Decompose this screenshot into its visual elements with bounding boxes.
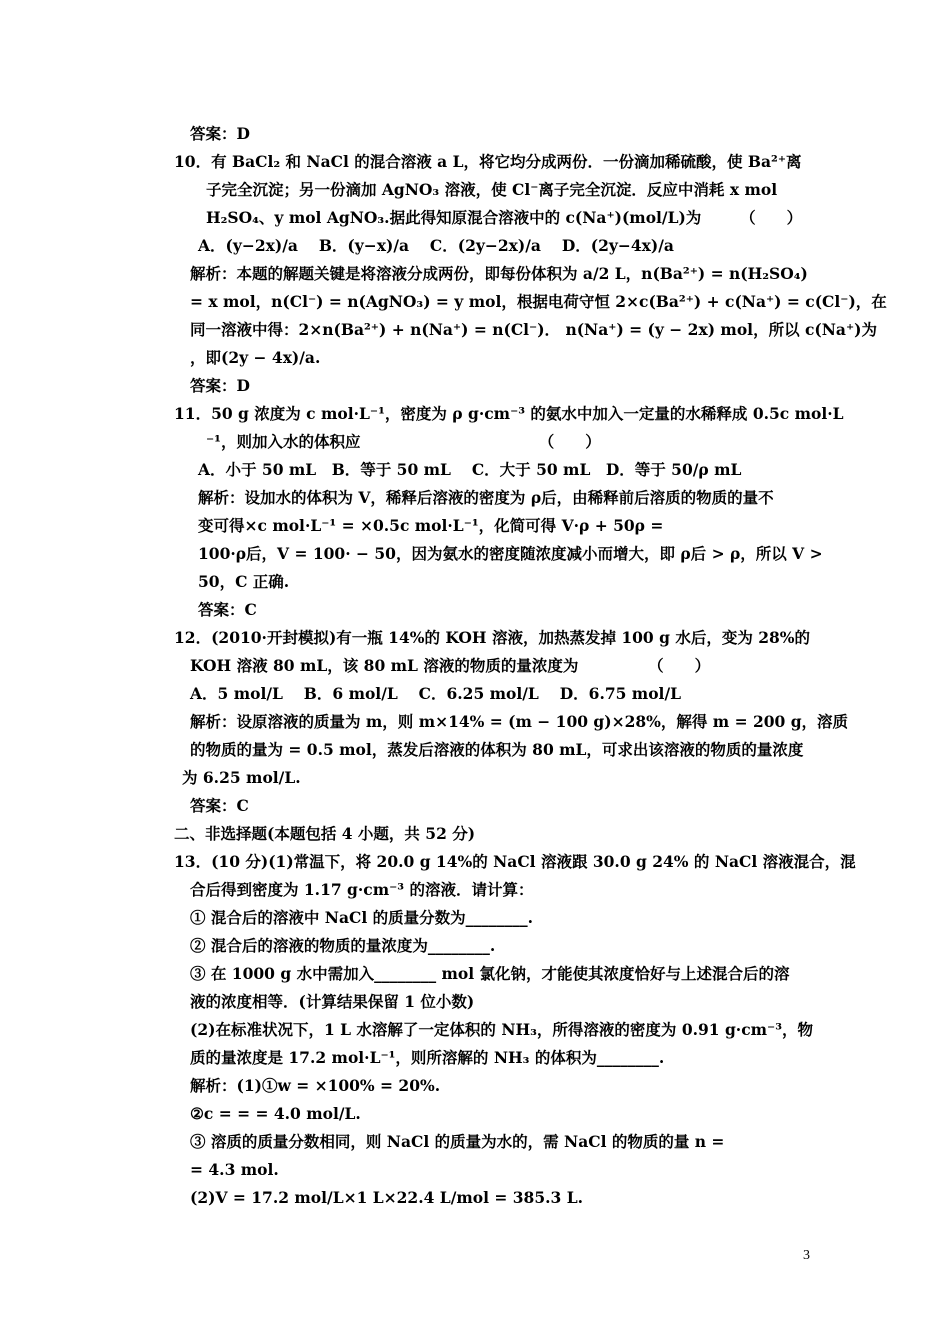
answer-line: 答案：D: [190, 376, 250, 395]
text-line: KOH 溶液 80 mL，该 80 mL 溶液的物质的量浓度为 （ ）: [190, 656, 711, 675]
text-line: 变可得×c mol·L⁻¹ = ×0.5c mol·L⁻¹，化简可得 V·ρ + 50ρ =: [198, 516, 664, 535]
text-line: = 4.3 mol.: [190, 1160, 279, 1179]
text-line: 子完全沉淀；另一份滴加 AgNO₃ 溶液，使 Cl⁻离子完全沉淀．反应中消耗 x mol: [206, 180, 778, 199]
options-line: A．5 mol/L B．6 mol/L C．6.25 mol/L D．6.75 mol/L: [190, 684, 681, 703]
text-line: (2)V = 17.2 mol/L×1 L×22.4 L/mol = 385.3 L.: [190, 1188, 583, 1207]
question-11: 11．50 g 浓度为 c mol·L⁻¹，密度为 ρ g·cm⁻³ 的氨水中加入一定量的水稀释成 0.5c mol·L: [174, 404, 844, 423]
analysis-line: 解析：设加水的体积为 V，稀释后溶液的密度为 ρ后，由稀释前后溶质的物质的量不: [198, 488, 774, 507]
analysis-line: 解析：设原溶液的质量为 m，则 m×14% = (m − 100 g)×28%，解得 m = 200 g，溶质: [190, 712, 849, 731]
text-line: ② 混合后的溶液的物质的量浓度为________.: [190, 936, 496, 955]
text-line: 50，C 正确.: [198, 572, 290, 591]
text-line: 答案：D: [190, 124, 250, 143]
text-line: ，即(2y − 4x)/a.: [190, 348, 321, 367]
text-line: 质的量浓度是 17.2 mol·L⁻¹，则所溶解的 NH₃ 的体积为________.: [190, 1048, 665, 1067]
options-line: A．(y−2x)/a B．(y−x)/a C．(2y−2x)/a D．(2y−4x)/a: [198, 236, 674, 255]
analysis-line: 解析：本题的解题关键是将溶液分成两份，即每份体积为 a/2 L，n(Ba²⁺) = n(H₂SO₄): [190, 264, 808, 283]
text-line: ③ 溶质的质量分数相同，则 NaCl 的质量为水的，需 NaCl 的物质的量 n =: [190, 1132, 725, 1151]
page-number: 3: [803, 1248, 810, 1263]
text-line: 液的浓度相等．(计算结果保留 1 位小数): [190, 992, 475, 1011]
text-line: ① 混合后的溶液中 NaCl 的质量分数为________.: [190, 908, 534, 927]
text-line: ②c = = = 4.0 mol/L.: [190, 1104, 361, 1123]
answer-line: 答案：C: [190, 796, 249, 815]
answer-line: 答案：C: [198, 600, 257, 619]
options-line: A．小于 50 mL B．等于 50 mL C．大于 50 mL D．等于 50/ρ mL: [198, 460, 742, 479]
text-line: (2)在标准状况下，1 L 水溶解了一定体积的 NH₃，所得溶液的密度为 0.91 g·cm⁻³，物: [190, 1020, 814, 1039]
text-line: ⁻¹，则加入水的体积应 （ ）: [206, 432, 601, 451]
text-line: H₂SO₄、y mol AgNO₃.据此得知原混合溶液中的 c(Na⁺)(mol/L)为 （ ）: [206, 208, 803, 227]
text-line: ③ 在 1000 g 水中需加入________ mol 氯化钠，才能使其浓度恰好与上述混合后的溶: [190, 964, 790, 983]
text-line: 为 6.25 mol/L.: [182, 768, 301, 787]
question-10: 10．有 BaCl₂ 和 NaCl 的混合溶液 a L，将它均分成两份．一份滴加稀硫酸，使 Ba²⁺离: [174, 152, 802, 171]
analysis-line: 解析：(1)①w = ×100% = 20%.: [190, 1076, 441, 1095]
text-line: = x mol，n(Cl⁻) = n(AgNO₃) = y mol，根据电荷守恒 2×c(Ba²⁺) + c(Na⁺) = c(Cl⁻)，在: [190, 292, 887, 311]
text-line: 合后得到密度为 1.17 g·cm⁻³ 的溶液．请计算：: [190, 880, 534, 899]
text-line: 的物质的量为 = 0.5 mol，蒸发后溶液的体积为 80 mL，可求出该溶液的物质的量浓度: [190, 740, 804, 759]
section-heading: 二、非选择题(本题包括 4 小题，共 52 分): [174, 824, 476, 843]
text-line: 100·ρ后，V = 100· − 50，因为氨水的密度随浓度减小而增大，即 ρ后 > ρ，所以 V >: [198, 544, 823, 563]
question-12: 12．(2010·开封模拟)有一瓶 14%的 KOH 溶液，加热蒸发掉 100 g 水后，变为 28%的: [174, 628, 811, 647]
text-line: 同一溶液中得：2×n(Ba²⁺) + n(Na⁺) = n(Cl⁻)． n(Na⁺) = (y − 2x) mol，所以 c(Na⁺)为: [190, 320, 877, 339]
question-13: 13．(10 分)(1)常温下，将 20.0 g 14%的 NaCl 溶液跟 30.0 g 24% 的 NaCl 溶液混合，混: [174, 852, 856, 871]
